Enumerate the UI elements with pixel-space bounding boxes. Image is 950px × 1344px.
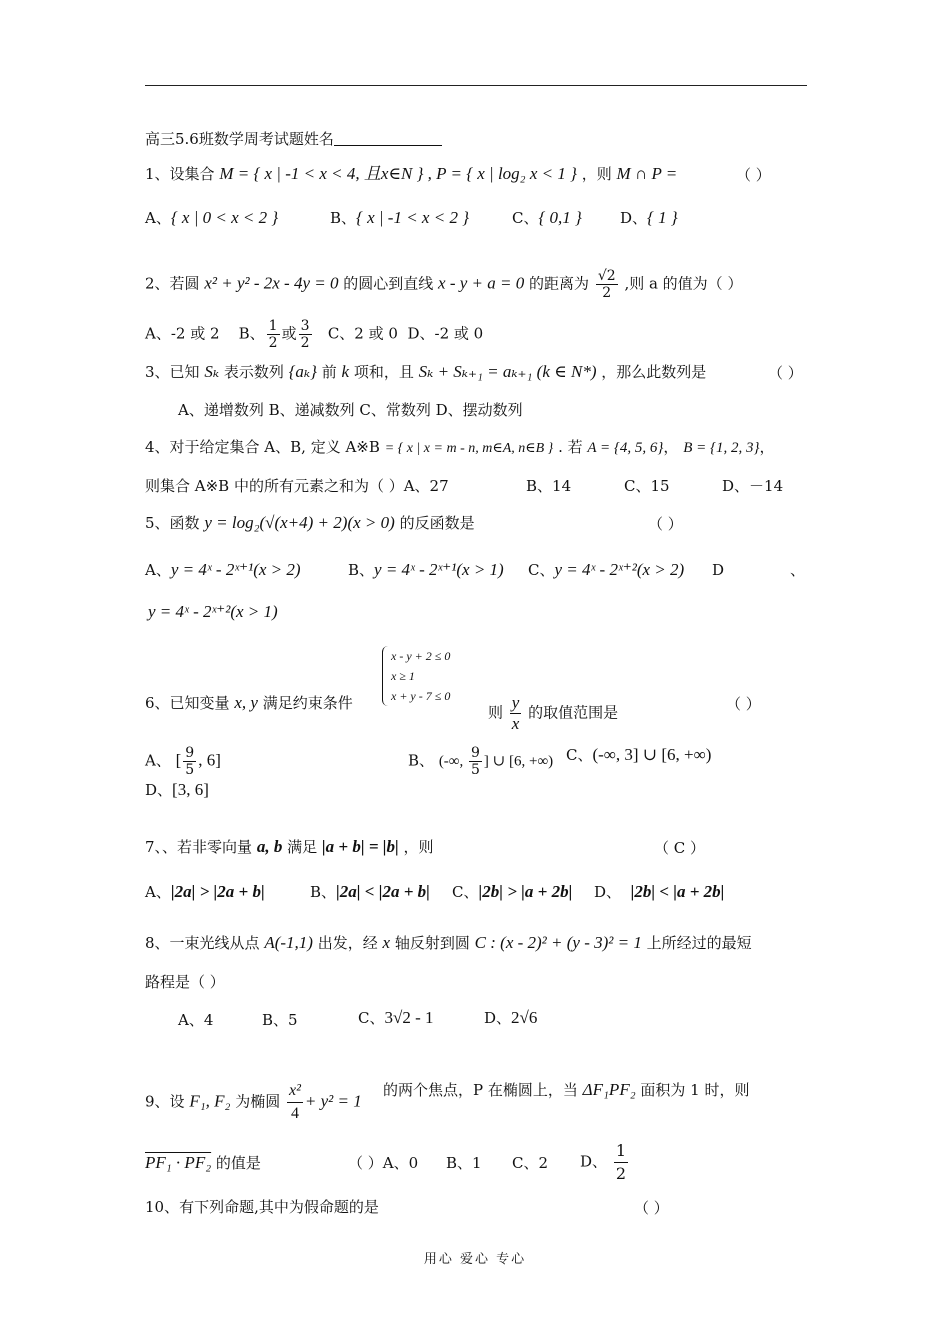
q7-opt-d: |2b| < |a + 2b|: [630, 882, 725, 901]
q7-option-d: [594, 882, 724, 902]
q9-line2: [145, 1153, 261, 1173]
q1-opt-d: { 1 }: [647, 208, 678, 227]
q7-opt-c-label: C、: [452, 883, 479, 901]
q6-vars: x, y: [234, 693, 258, 712]
q6-tail: 的取值范围是: [528, 703, 619, 722]
q6-opt-b-num: 9: [471, 745, 480, 761]
q4-set-b: B = {1, 2, 3}: [683, 440, 760, 456]
q9-opt-c: C、2: [512, 1154, 549, 1172]
q5-stem: 5、函数: [145, 514, 200, 532]
q1-option-b: [330, 208, 469, 228]
q3-eq: Sₖ + Sₖ₊₁ = aₖ₊₁ (k ∈ N*): [418, 362, 597, 381]
q2-opt-b-d2: 2: [300, 335, 310, 351]
q9-mid: 为椭圆: [235, 1092, 281, 1111]
q6-ratio: [510, 693, 522, 734]
q6-option-d: [145, 780, 209, 800]
q6-option-a: [145, 745, 221, 778]
q6-then: 则: [488, 703, 504, 722]
q3-mid2: 前: [321, 363, 337, 381]
q1-opt-a: { x | 0 < x < 2 }: [170, 208, 279, 227]
q6-opt-a-den: 5: [185, 762, 195, 778]
q1-answer-paren: （ ）: [736, 166, 771, 184]
q9-opt-d-den: 2: [615, 1164, 626, 1183]
q7-tail: ，则: [403, 838, 434, 856]
q5-opt-b: y = 4ˣ - 2ˣ⁺¹(x > 1): [374, 560, 504, 579]
q4-mid: . 若: [558, 438, 583, 456]
q3-tail: ，那么此数列是: [601, 363, 707, 381]
q2-mid: 的圆心到直线: [343, 274, 434, 293]
q6-constraints: [382, 646, 450, 706]
q3-mid: 表示数列: [223, 363, 284, 381]
q8-option-c: [358, 1008, 433, 1028]
q1-opt-b-label: B、: [330, 209, 357, 227]
q5-opt-a: y = 4ˣ - 2ˣ⁺¹(x > 2): [170, 560, 301, 579]
page-footer: 用心 爱心 专心: [423, 1252, 527, 1267]
q5-option-b: [348, 560, 504, 580]
q6-frac-line: [488, 693, 618, 734]
q3-stem: 3、已知: [145, 363, 200, 381]
q2-opt-d: D、-2 或 0: [407, 324, 484, 343]
q9-opt-d-num: 1: [614, 1140, 628, 1163]
q7-opt-a: |2a| > |2a + b|: [170, 882, 265, 901]
q7-option-a: [145, 882, 265, 902]
question-10: 10、有下列命题,其中为假命题的是: [145, 1198, 379, 1216]
q2-dist-num: √2: [597, 268, 616, 284]
q8-opt-b: B、5: [262, 1011, 298, 1029]
q5-option-d: [148, 602, 278, 622]
q2-options: [145, 318, 483, 351]
q2-line: x - y + a = 0: [438, 273, 525, 293]
q2-opt-c: C、2 或 0: [327, 324, 398, 343]
exam-title: [145, 129, 442, 149]
name-blank[interactable]: [334, 131, 442, 146]
q2-stem: 2、若圆: [145, 274, 200, 293]
q6-c1: x - y + 2 ≤ 0: [391, 649, 451, 663]
question-4: 4、对于给定集合 A、B, 定义 A※B = { x | x = m - n, m∈A, n∈B } . 若 A = {4, 5, 6}， B = {1, 2, 3}，: [145, 438, 775, 456]
q2-dist-den: 2: [602, 285, 612, 301]
q6-answer-paren: （ ）: [726, 695, 761, 713]
q3-mid3: 项和，且: [353, 363, 414, 381]
question-7: [145, 837, 434, 857]
question-3: [145, 362, 706, 382]
q2-opt-b-frac2: [299, 318, 312, 351]
q1-options: [145, 208, 278, 228]
q1-option-d: [620, 208, 678, 228]
q5-opt-d-label: D: [712, 561, 725, 579]
q6-opt-a-frac: [183, 745, 196, 778]
q1-stem: 1、设集合: [145, 165, 215, 183]
q9-cont: [383, 1080, 749, 1100]
q8-tail: 上所经过的最短: [646, 934, 752, 952]
q7-opt-a-label: A、: [145, 883, 171, 901]
q4-line2: [145, 476, 449, 496]
q9-ellipse-frac: [287, 1080, 303, 1125]
q6-mid: 满足约束条件: [262, 694, 353, 712]
q2-circle: x² + y² - 2x - 4y = 0: [204, 273, 339, 293]
q5-opt-a-label: A、: [145, 561, 171, 579]
q8-opt-a: A、4: [178, 1011, 214, 1029]
q4-opt-a: 则集合 A※B 中的所有元素之和为（ ）A、27: [145, 477, 449, 495]
q4-def: = { x | x = m - n, m∈A, n∈B }: [384, 441, 554, 456]
q1-opt-a-label: A、: [145, 209, 171, 227]
q5-tail: 的反函数是: [399, 514, 475, 532]
q4-opt-c: C、15: [624, 477, 670, 495]
q9-opt-a: （ ）A、0: [348, 1154, 419, 1172]
q4-opt-b: B、14: [526, 477, 572, 495]
q1-opt-c-label: C、: [512, 209, 539, 227]
q8-circle: C : (x - 2)² + (y - 3)² = 1: [474, 933, 642, 952]
q9-mid2: 的两个焦点，P 在椭圆上，当: [383, 1081, 578, 1099]
q6-option-b: [408, 745, 553, 778]
q5-answer-paren: （ ）: [648, 515, 683, 533]
q9-stem: 9、设: [145, 1092, 185, 1111]
q2-opt-b-d1: 2: [268, 335, 278, 351]
q8-mid: 出发，经: [317, 934, 378, 952]
question-1: [145, 164, 677, 184]
title-text: 高三5.6班数学周考试题姓名: [145, 130, 334, 148]
q5-func: y = log₂(√(x+4) + 2)(x > 0): [204, 513, 395, 532]
q8-axis: x: [382, 933, 391, 952]
q8-opt-d: 2√6: [511, 1008, 538, 1027]
q7-opt-c: |2b| > |a + 2b|: [478, 882, 573, 901]
q2-opt-b-or: 或: [281, 324, 297, 343]
header-rule: [145, 85, 807, 86]
q6-opt-d-label: D、: [145, 781, 173, 799]
q1-opt-b: { x | -1 < x < 2 }: [356, 208, 469, 227]
q8-opt-c: 3√2 - 1: [384, 1008, 434, 1027]
q4-stem: 4、对于给定集合 A、B, 定义 A※B: [145, 438, 380, 456]
q6-opt-a-post: , 6]: [198, 750, 221, 770]
q9-foci: F₁, F₂: [189, 1091, 231, 1111]
q5-opt-d: y = 4ˣ - 2ˣ⁺²(x > 1): [148, 602, 278, 621]
q9-dot-product: PF₁ · PF₂: [145, 1153, 212, 1172]
q3-ak: {aₖ}: [288, 362, 317, 381]
q6-opt-c-label: C、: [566, 746, 593, 764]
q6-ratio-den: x: [511, 714, 520, 733]
q2-distance: [596, 268, 618, 301]
q7-vectors: a, b: [256, 837, 283, 856]
q3-k: k: [341, 362, 350, 381]
q6-stem: 6、已知变量: [145, 694, 230, 712]
q8-option-d: [484, 1008, 537, 1028]
q6-opt-a-num: 9: [185, 745, 195, 761]
q7-mid: 满足: [287, 838, 318, 856]
q6-option-c: [566, 745, 711, 765]
q9-line2-text: 的值是: [215, 1154, 261, 1172]
q7-opt-b-label: B、: [310, 883, 337, 901]
q6-c2: x ≥ 1: [391, 669, 415, 683]
q9-ell-den: 4: [290, 1105, 299, 1122]
q7-opt-d-label: D、: [594, 883, 622, 901]
q9-opt-d-label: D、: [580, 1152, 608, 1171]
q8-opt-d-label: D、: [484, 1009, 512, 1027]
question-5: [145, 513, 475, 533]
q2-opt-b-frac1: [267, 318, 280, 351]
q3-options: A、递增数列 B、递减数列 C、常数列 D、摆动数列: [178, 401, 523, 419]
question-9: [145, 1080, 362, 1125]
q5-option-c: [528, 560, 684, 580]
q6-c3: x + y - 7 ≤ 0: [391, 689, 451, 703]
q1-opt-d-label: D、: [620, 209, 648, 227]
q2-opt-b-n1: 1: [268, 318, 278, 334]
q2-mid2: 的距离为: [529, 274, 590, 293]
q8-stem: 8、一束光线从点: [145, 934, 260, 952]
q9-ell-rest: + y² = 1: [304, 1091, 362, 1111]
q6-opt-b-den: 5: [471, 762, 480, 778]
q6-opt-c: (-∞, 3] ∪ [6, +∞): [592, 745, 712, 764]
question-6: [145, 693, 353, 713]
q9-option-d: [580, 1140, 630, 1185]
q2-opt-b-label: B、: [238, 324, 265, 343]
q2-opt-b-n2: 3: [300, 318, 310, 334]
q8-mid2: 轴反射到圆: [394, 934, 470, 952]
q6-ratio-num: y: [511, 693, 520, 712]
q3-sk: Sₖ: [204, 362, 220, 381]
q7-answer-paren: （ C ）: [654, 839, 706, 857]
q2-tail: ,则 a 的值为（ ）: [624, 274, 743, 293]
q8-point: A(-1,1): [264, 933, 313, 952]
q6-opt-b-label: B、: [408, 751, 435, 770]
q9-opt-d-frac: [614, 1140, 628, 1185]
q6-opt-b-pre: (-∞,: [438, 753, 467, 770]
q9-triangle: ΔF₁PF₂: [582, 1080, 636, 1099]
q7-condition: |a + b| = |b|: [321, 837, 399, 856]
q4-set-a: A = {4, 5, 6}: [587, 440, 664, 456]
question-8: [145, 933, 752, 953]
q9-tail: 面积为 1 时，则: [640, 1081, 750, 1099]
q10-answer-paren: （ ）: [634, 1199, 669, 1217]
q7-stem: 7、、若非零向量: [145, 838, 253, 856]
q6-opt-a-label: A、: [145, 751, 171, 770]
q1-intersection: M ∩ P =: [616, 164, 678, 183]
q6-opt-a-pre: [: [175, 750, 182, 770]
q6-opt-b-frac: [469, 745, 482, 778]
q2-opt-a: A、-2 或 2: [145, 324, 220, 343]
q5-opt-d-sep: 、: [790, 561, 806, 579]
q1-tail: ，则: [581, 165, 612, 183]
q4-opt-d: D、－14: [722, 477, 784, 495]
q9-ell-num: x²: [287, 1080, 303, 1103]
q1-sets: M = { x | -1 < x < 4, 且x∈N } , P = { x | log₂ x < 1 }: [219, 164, 577, 183]
q5-options: [145, 560, 301, 580]
q1-option-c: [512, 208, 582, 228]
q7-opt-b: |2a| < |2a + b|: [336, 882, 430, 901]
question-2: [145, 268, 742, 301]
q5-opt-c: y = 4ˣ - 2ˣ⁺²(x > 2): [554, 560, 685, 579]
q3-answer-paren: （ ）: [768, 364, 803, 382]
q6-opt-b-post: ] ∪ [6, +∞): [483, 753, 554, 770]
q7-option-c: [452, 882, 572, 902]
q9-opt-b: B、1: [446, 1154, 482, 1172]
q6-opt-d: [3, 6]: [172, 780, 209, 799]
q5-opt-c-label: C、: [528, 561, 555, 579]
q8-line2: 路程是（ ）: [145, 973, 225, 991]
q8-opt-c-label: C、: [358, 1009, 385, 1027]
q1-opt-c: { 0,1 }: [538, 208, 582, 227]
q5-opt-b-label: B、: [348, 561, 375, 579]
q7-option-b: [310, 882, 430, 902]
